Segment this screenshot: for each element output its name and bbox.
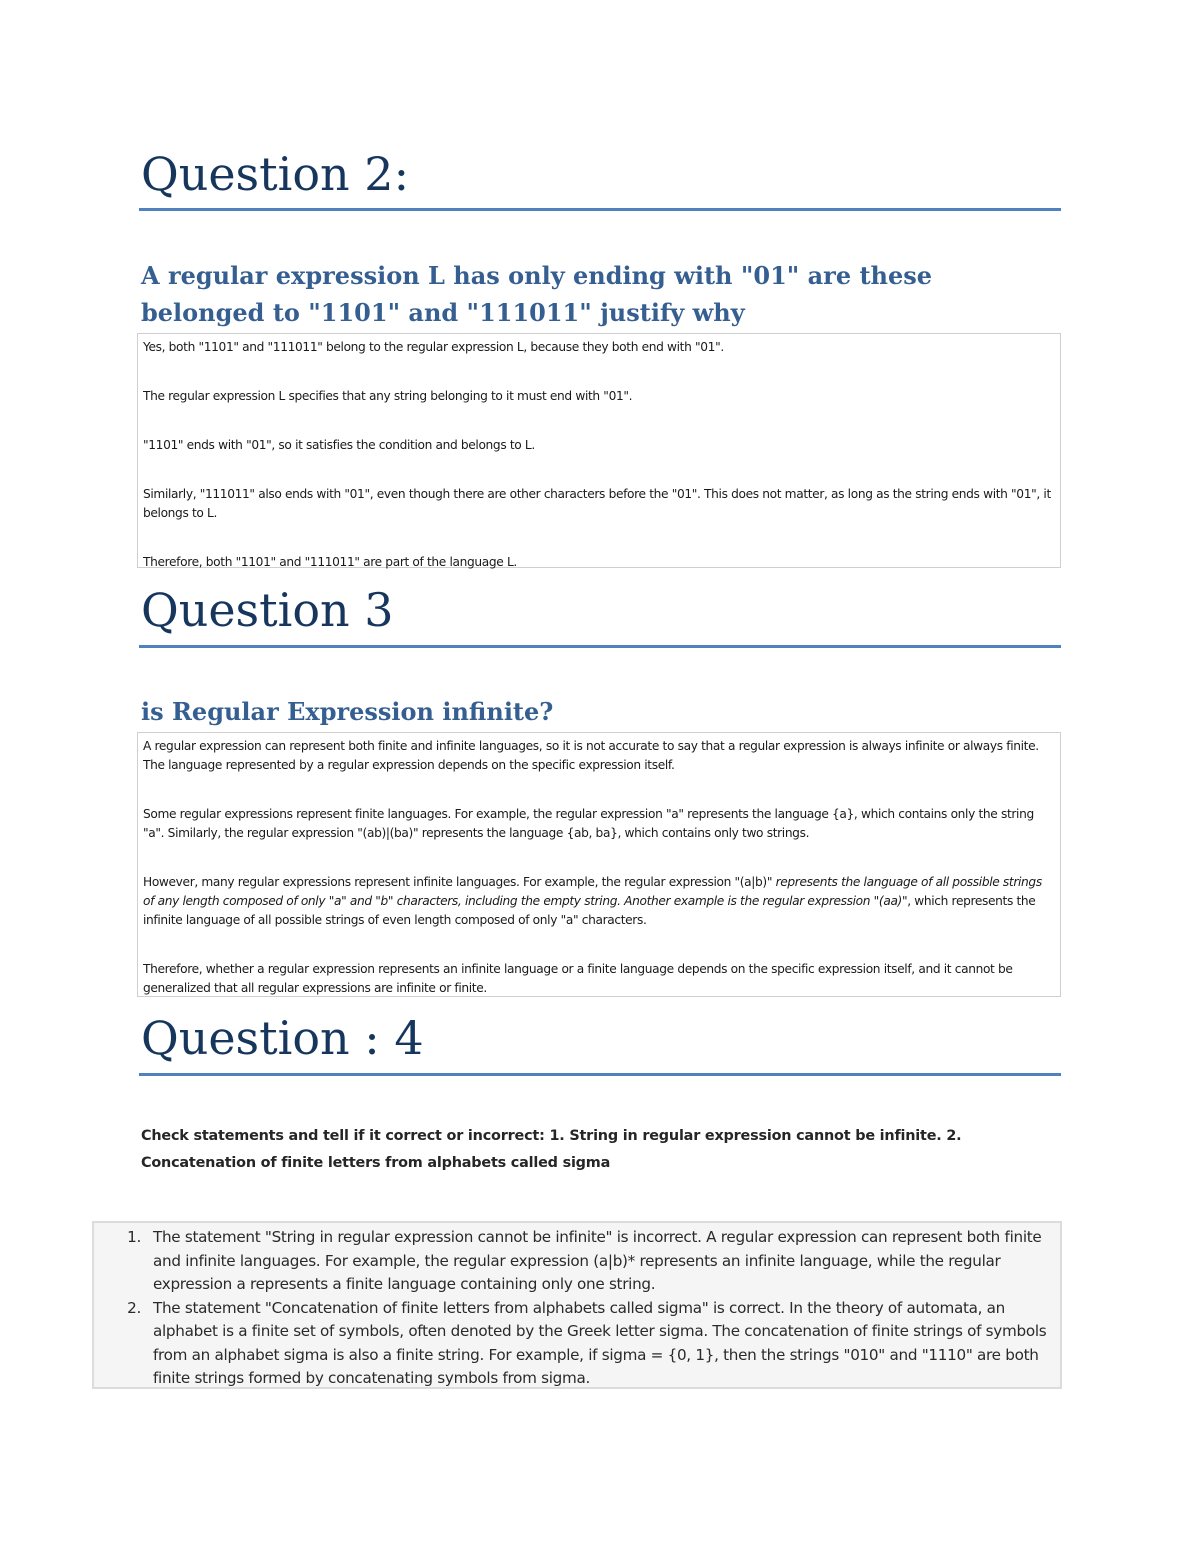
- question-4-answer-list: [92, 1221, 1062, 1389]
- list-item-number: 1.: [127, 1228, 141, 1246]
- question-2-subheading: A regular expression L has only ending with "01" are these belonged to "1101" and "111011" justify why: [141, 261, 933, 327]
- question-2-heading: Question 2:: [141, 147, 410, 201]
- q3-answer-paragraph-3: [143, 873, 1056, 930]
- q3-paragraph-3-italic: represents the language of all possible strings of any length composed of only "a" and "b" characters, including the empty string. Another example is the regular expression "(aa): [143, 875, 1042, 908]
- question-3-heading: Question 3: [141, 583, 394, 637]
- question-2-answer-box: [137, 333, 1061, 568]
- q2-answer-paragraph-3: "1101" ends with "01", so it satisfies the condition and belongs to L.: [143, 438, 535, 452]
- question-2-divider: [139, 208, 1061, 211]
- q2-answer-paragraph-4: Similarly, "111011" also ends with "01", even though there are other characters before the "01". This does not matter, as long as the string ends with "01", it belongs to L.: [143, 487, 1051, 520]
- question-4-divider: [139, 1073, 1061, 1076]
- question-3-subheading: is Regular Expression infinite?: [141, 697, 554, 726]
- q2-answer-paragraph-2: The regular expression L specifies that any string belonging to it must end with "01".: [143, 389, 633, 403]
- question-3-answer-box: [137, 732, 1061, 997]
- question-3-divider: [139, 645, 1061, 648]
- q2-answer-paragraph-5: Therefore, both "1101" and "111011" are part of the language L.: [143, 555, 517, 569]
- list-item-number: 2.: [127, 1298, 141, 1317]
- list-item-text: The statement "String in regular expression cannot be infinite" is incorrect. A regular expression can represent both finite and infinite languages. For example, the regular expression (a|b)* represents an infinite language, while the regular expression a represents a finite language containing only one string.: [153, 1228, 1042, 1293]
- q3-answer-paragraph-2: Some regular expressions represent finite languages. For example, the regular expression "a" represents the language {a}, which contains only the string "a". Similarly, the regular expression "(ab)|(ba)" represents the language {ab, ba}, which contains only two strings.: [143, 807, 1034, 840]
- q3-paragraph-3-normal: However, many regular expressions represent infinite languages. For example, the regular expression "(a|b)": [143, 875, 773, 889]
- question-4-prompt: Check statements and tell if it correct or incorrect: 1. String in regular expression cannot be infinite. 2. Concatenation of finite letters from alphabets called sigma: [141, 1128, 962, 1171]
- q2-answer-paragraph-1: Yes, both "1101" and "111011" belong to the regular expression L, because they both end with "01".: [143, 340, 724, 354]
- q3-answer-paragraph-1: A regular expression can represent both finite and infinite languages, so it is not accurate to say that a regular expression is always infinite or always finite. The language represented by a regular expression depends on the specific expression itself.: [143, 739, 1039, 772]
- list-item: [94, 1226, 1054, 1297]
- question-4-heading: Question : 4: [141, 1011, 424, 1065]
- q3-paragraph-3-end: ", which represents the infinite language of all possible strings of even length composed of only "a" characters.: [143, 894, 1036, 927]
- list-item: [94, 1297, 1054, 1391]
- list-item-text: The statement "Concatenation of finite letters from alphabets called sigma" is correct. In the theory of automata, an alphabet is a finite set of symbols, often denoted by the Greek letter sigma. The concatenation of finite strings of symbols from an alphabet sigma is also a finite string. For example, if sigma = {0, 1}, then the strings "010" and "1110" are both finite strings formed by concatenating symbols from sigma.: [153, 1298, 1047, 1387]
- q3-answer-paragraph-4: Therefore, whether a regular expression represents an infinite language or a finite language depends on the specific expression itself, and it cannot be generalized that all regular expressions are infinite or finite.: [143, 962, 1013, 995]
